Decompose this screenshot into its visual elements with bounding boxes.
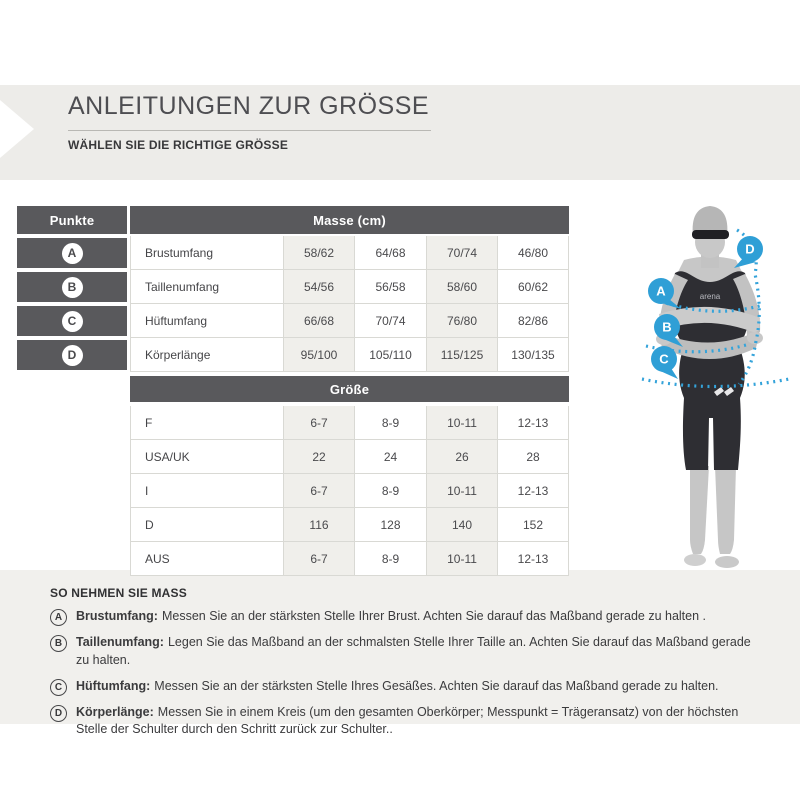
instruction-text: Hüftumfang: Messen Sie an der stärksten Stelle Ihres Gesäßes. Achten Sie darauf das Maßband gerade zu halten. — [76, 678, 719, 693]
size-value: 26 — [426, 440, 497, 474]
size-value: 24 — [354, 440, 426, 474]
instruction-text: Körperlänge: Messen Sie in einem Kreis (um den gesamten Oberkörper; Messpunkt = Trägeransatz) von der höchsten Stelle der Schulter durch den Schritt zurück zur Schulter.. — [76, 704, 739, 737]
measure-value: 46/80 — [497, 236, 569, 270]
point-badge: B — [62, 277, 83, 298]
size-value: 116 — [283, 508, 354, 542]
size-value: 8-9 — [354, 542, 426, 576]
measure-label: Brustumfang — [130, 236, 283, 270]
measure-value: 54/56 — [283, 270, 354, 304]
instruction-text: Brustumfang: Messen Sie an der stärksten Stelle Ihrer Brust. Achten Sie darauf das Maßband gerade zu halten . — [76, 609, 707, 623]
table-row — [130, 474, 577, 508]
size-value: 10-11 — [426, 542, 497, 576]
table-row — [130, 508, 577, 542]
size-value: 12-13 — [497, 474, 569, 508]
measure-value: 56/58 — [354, 270, 426, 304]
figure-left-calf — [690, 466, 709, 554]
measure-value: 76/80 — [426, 304, 497, 338]
measure-value: 130/135 — [497, 338, 569, 372]
measure-value: 66/68 — [283, 304, 354, 338]
table-row — [17, 338, 577, 372]
page-subtitle: WÄHLEN SIE DIE RICHTIGE GRÖSSE — [68, 138, 289, 152]
size-value: 12-13 — [497, 406, 569, 440]
size-system-label: USA/UK — [130, 440, 283, 474]
size-system-label: I — [130, 474, 283, 508]
table-row — [130, 542, 577, 576]
measure-value: 70/74 — [426, 236, 497, 270]
measure-value: 58/60 — [426, 270, 497, 304]
goggles-icon — [692, 230, 729, 239]
point-badge: A — [62, 243, 83, 264]
measure-label: Hüftumfang — [130, 304, 283, 338]
table-row — [130, 406, 577, 440]
sizes-header: Größe — [130, 376, 569, 402]
size-value: 152 — [497, 508, 569, 542]
size-value: 140 — [426, 508, 497, 542]
point-badge-outline: D — [50, 705, 67, 722]
points-column-header: Punkte — [17, 206, 127, 234]
instruction-item — [50, 634, 760, 670]
size-value: 6-7 — [283, 474, 354, 508]
marker-badge-c — [651, 346, 678, 379]
instruction-list — [50, 608, 760, 739]
figure-right-calf — [715, 466, 736, 554]
table-row — [17, 236, 577, 270]
size-value: 10-11 — [426, 474, 497, 508]
size-system-label: AUS — [130, 542, 283, 576]
measure-value: 82/86 — [497, 304, 569, 338]
svg-text:C: C — [659, 351, 669, 367]
size-value: 12-13 — [497, 542, 569, 576]
instruction-text: Taillenumfang: Legen Sie das Maßband an der schmalsten Stelle Ihrer Taille an. Achten Sie darauf das Maßband gerade zu halten. — [76, 635, 751, 667]
measuring-instructions — [0, 570, 800, 737]
measure-label: Körperlänge — [130, 338, 283, 372]
table-row — [17, 304, 577, 338]
point-cell — [17, 272, 127, 302]
measure-value: 115/125 — [426, 338, 497, 372]
point-cell — [17, 238, 127, 268]
size-value: 10-11 — [426, 406, 497, 440]
point-badge: C — [62, 311, 83, 332]
measure-value: 60/62 — [497, 270, 569, 304]
table-row — [130, 440, 577, 474]
title-banner — [0, 85, 800, 180]
point-badge-outline: A — [50, 609, 67, 626]
figure-left-foot — [684, 554, 706, 566]
point-cell — [17, 306, 127, 336]
svg-text:A: A — [656, 283, 666, 299]
measure-value: 64/68 — [354, 236, 426, 270]
figure-svg — [598, 196, 798, 576]
table-header-row — [17, 206, 577, 234]
instruction-item — [50, 608, 760, 626]
svg-text:D: D — [745, 241, 755, 257]
instruction-item — [50, 704, 760, 740]
size-rows — [17, 406, 577, 576]
measure-value: 58/62 — [283, 236, 354, 270]
chevron-right-icon — [0, 100, 34, 158]
size-value: 6-7 — [283, 542, 354, 576]
point-badge-outline: B — [50, 635, 67, 652]
marker-badge-d — [734, 236, 763, 268]
table-row — [17, 270, 577, 304]
point-badge: D — [62, 345, 83, 366]
measure-value: 70/74 — [354, 304, 426, 338]
size-figure-image — [598, 196, 798, 576]
suit-brand-text: arena — [699, 292, 721, 301]
size-system-label: D — [130, 508, 283, 542]
measures-header: Masse (cm) — [130, 206, 569, 234]
svg-text:B: B — [662, 319, 672, 335]
point-badge-outline: C — [50, 679, 67, 696]
figure-swimsuit — [671, 271, 749, 470]
size-value: 22 — [283, 440, 354, 474]
size-guide-table — [17, 206, 577, 576]
measure-rows — [17, 236, 577, 372]
point-cell — [17, 340, 127, 370]
instruction-item — [50, 678, 760, 696]
size-value: 28 — [497, 440, 569, 474]
measure-value: 105/110 — [354, 338, 426, 372]
figure-right-foot — [715, 556, 739, 568]
size-value: 8-9 — [354, 474, 426, 508]
size-value: 8-9 — [354, 406, 426, 440]
measure-label: Taillenumfang — [130, 270, 283, 304]
instructions-title: SO NEHMEN SIE MASS — [50, 586, 187, 600]
page-title: ANLEITUNGEN ZUR GRÖSSE — [68, 92, 431, 131]
measure-value: 95/100 — [283, 338, 354, 372]
size-value: 128 — [354, 508, 426, 542]
size-value: 6-7 — [283, 406, 354, 440]
size-system-label: F — [130, 406, 283, 440]
